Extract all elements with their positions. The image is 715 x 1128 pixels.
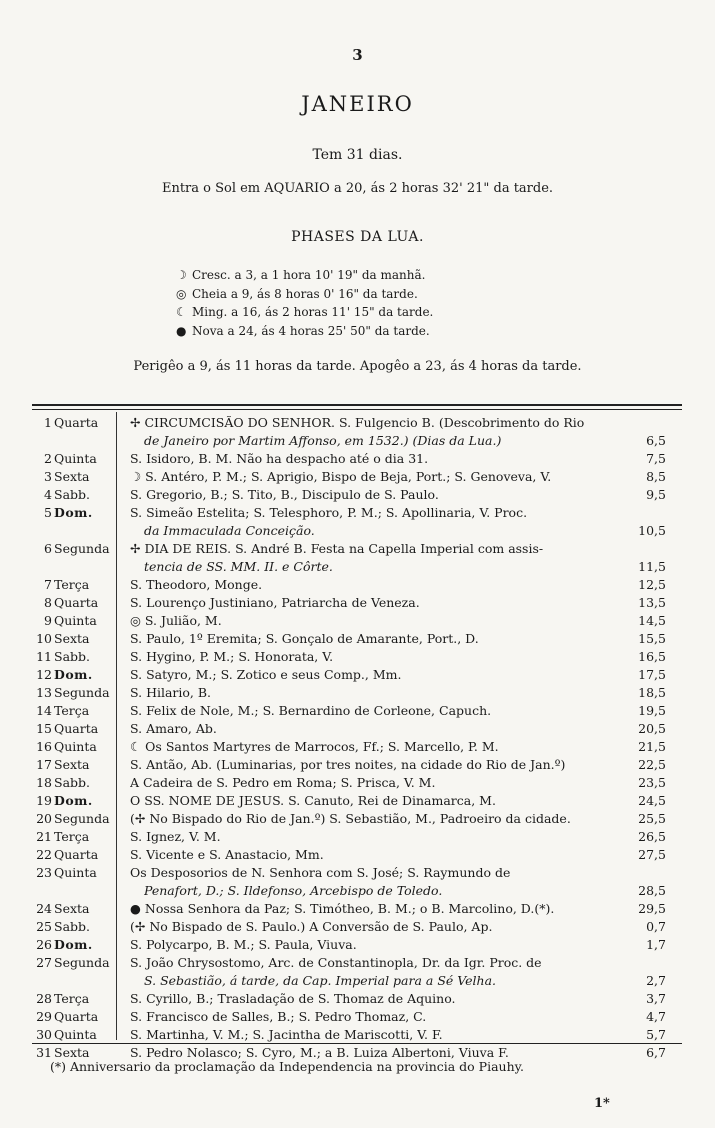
table-bottom-rule: [32, 1043, 682, 1044]
weekday: Quarta: [54, 1009, 99, 1024]
perigee-apogee: Perigêo a 9, ás 11 horas da tarde. Apogêo a 23, ás 4 horas da tarde.: [133, 359, 582, 374]
table-row: [30, 990, 666, 1008]
weekday: Quinta: [54, 865, 97, 880]
saint-entry: O SS. NOME DE JESUS. S. Canuto, Rei de Dinamarca, M.: [130, 793, 496, 808]
signature-mark: 1*: [594, 1096, 610, 1111]
saint-entry: S. Cyrillo, B.; Trasladação de S. Thomaz de Aquino.: [130, 991, 456, 1006]
moon-age-value: 17,5: [638, 667, 666, 682]
day-number: 1: [44, 415, 52, 430]
weekday: Sexta: [54, 757, 90, 772]
moon-waning-icon: ☾: [176, 305, 187, 319]
table-row: [30, 954, 666, 990]
table-row: [30, 792, 666, 810]
saint-entry: S. Amaro, Ab.: [130, 721, 217, 736]
moon-phases: [176, 266, 556, 340]
table-row: [30, 504, 666, 540]
moon-age-value: 29,5: [638, 901, 666, 916]
saint-entry: S. Francisco de Salles, B.; S. Pedro Thomaz, C.: [130, 1009, 427, 1024]
saint-entry: S. Antão, Ab. (Luminarias, por tres noites, na cidade do Rio de Jan.º): [130, 757, 566, 772]
saint-entry: S. Simeão Estelita; S. Telesphoro, P. M.; S. Apollinaria, V. Proc.: [130, 505, 528, 520]
moon-age-value: 22,5: [638, 757, 666, 772]
day-number: 14: [36, 703, 52, 718]
phase-text: Ming. a 16, ás 2 horas 11' 15" da tarde.: [192, 305, 434, 319]
day-number: 10: [36, 631, 52, 646]
table-row: [30, 1026, 666, 1044]
day-number: 15: [36, 721, 52, 736]
day-number: 24: [36, 901, 52, 916]
day-number: 8: [44, 595, 52, 610]
moon-age-value: 28,5: [638, 883, 666, 898]
moon-age-value: 5,7: [646, 1027, 666, 1042]
moon-age-value: 11,5: [638, 559, 666, 574]
moon-age-value: 24,5: [638, 793, 666, 808]
table-row: [30, 900, 666, 918]
table-row: [30, 828, 666, 846]
moon-age-value: 1,7: [646, 937, 666, 952]
phase-text: Nova a 24, ás 4 horas 25' 50" da tarde.: [192, 323, 430, 338]
weekday: Terça: [54, 703, 90, 718]
moon-age-value: 12,5: [638, 577, 666, 592]
table-row: [30, 1008, 666, 1026]
moon-age-value: 27,5: [638, 847, 666, 862]
table-row: [30, 486, 666, 504]
weekday: Terça: [54, 829, 90, 844]
day-number: 9: [44, 613, 52, 628]
day-number: 12: [36, 667, 52, 682]
saint-entry: S. Ignez, V. M.: [130, 829, 221, 844]
saint-entry: ◎ S. Julião, M.: [130, 613, 222, 628]
table-row: [30, 666, 666, 684]
days-count: Tem 31 dias.: [312, 147, 403, 163]
saint-entry: S. Polycarpo, B. M.; S. Paula, Viuva.: [130, 937, 357, 952]
weekday: Dom.: [54, 505, 93, 520]
table-row: [30, 846, 666, 864]
saint-entry: S. Satyro, M.; S. Zotico e seus Comp., Mm.: [130, 667, 402, 682]
table-row: [30, 936, 666, 954]
weekday: Sexta: [54, 901, 90, 916]
weekday: Quarta: [54, 595, 99, 610]
moon-age-value: 7,5: [646, 451, 666, 466]
moon-full-icon: ◎: [176, 286, 187, 301]
moon-age-value: 3,7: [646, 991, 666, 1006]
table-row: [30, 414, 666, 450]
moon-age-value: 4,7: [646, 1009, 666, 1024]
moon-age-value: 26,5: [638, 829, 666, 844]
day-number: 19: [36, 793, 52, 808]
weekday: Sexta: [54, 1045, 90, 1060]
moon-age-value: 18,5: [638, 685, 666, 700]
weekday: Dom.: [54, 793, 93, 808]
moon-age-value: 0,7: [646, 919, 666, 934]
phase-text: Cheia a 9, ás 8 horas 0' 16" da tarde.: [192, 286, 418, 301]
day-number: 13: [36, 685, 52, 700]
table-row: [30, 630, 666, 648]
moon-age-value: 14,5: [638, 613, 666, 628]
table-row: [30, 918, 666, 936]
day-number: 4: [44, 487, 52, 502]
weekday: Segunda: [54, 541, 110, 556]
weekday: Quinta: [54, 1027, 97, 1042]
saint-entry: S. Isidoro, B. M. Não ha despacho até o dia 31.: [130, 451, 429, 466]
weekday: Quinta: [54, 451, 97, 466]
moon-crescent-icon: ☽: [176, 268, 187, 282]
table-row: [30, 864, 666, 900]
saint-entry: (✢ No Bispado de S. Paulo.) A Conversão de S. Paulo, Ap.: [130, 919, 493, 934]
moon-age-value: 21,5: [638, 739, 666, 754]
day-number: 18: [36, 775, 52, 790]
table-row: [30, 810, 666, 828]
saint-entry: (✢ No Bispado do Rio de Jan.º) S. Sebastião, M., Padroeiro da cidade.: [130, 811, 571, 826]
day-number: 6: [44, 541, 52, 556]
moon-age-value: 13,5: [638, 595, 666, 610]
saint-entry-continuation: S. Sebastião, á tarde, da Cap. Imperial para a Sé Velha.: [144, 973, 497, 988]
moon-new-icon: ●: [176, 323, 187, 338]
table-row: [30, 720, 666, 738]
table-row: [30, 648, 666, 666]
saint-entry: S. Paulo, 1º Eremita; S. Gonçalo de Amarante, Port., D.: [130, 631, 479, 646]
day-number: 28: [36, 991, 52, 1006]
moon-age-value: 25,5: [638, 811, 666, 826]
table-row: [30, 576, 666, 594]
saint-entry: ● Nossa Senhora da Paz; S. Timótheo, B. M.; o B. Marcolino, D.(*).: [130, 901, 555, 916]
day-number: 20: [36, 811, 52, 826]
saint-entry: A Cadeira de S. Pedro em Roma; S. Prisca, V. M.: [130, 775, 436, 790]
day-number: 11: [36, 649, 52, 664]
weekday: Dom.: [54, 937, 93, 952]
saint-entry: S. Theodoro, Monge.: [130, 577, 263, 592]
saint-entry: S. Gregorio, B.; S. Tito, B., Discipulo de S. Paulo.: [130, 487, 439, 502]
day-number: 30: [36, 1027, 52, 1042]
moon-age-value: 16,5: [638, 649, 666, 664]
saint-entry: ✢ CIRCUMCISÃO DO SENHOR. S. Fulgencio B. (Descobrimento do Rio: [130, 415, 585, 430]
table-row: [30, 468, 666, 486]
table-row: [30, 684, 666, 702]
weekday: Sexta: [54, 631, 90, 646]
table-row: [30, 738, 666, 756]
weekday: Sabb.: [54, 487, 90, 502]
moon-age-value: 8,5: [646, 469, 666, 484]
phase-text: Cresc. a 3, a 1 hora 10' 19" da manhã.: [192, 268, 426, 282]
moon-age-value: 6,7: [646, 1045, 666, 1060]
moon-age-value: 10,5: [638, 523, 666, 538]
phase-line: [176, 322, 556, 341]
sun-entry: Entra o Sol em AQUARIO a 20, ás 2 horas 32' 21" da tarde.: [161, 181, 554, 196]
saint-entry-continuation: de Janeiro por Martim Affonso, em 1532.) (Dias da Lua.): [144, 433, 502, 448]
saint-entry: ✢ DIA DE REIS. S. André B. Festa na Capella Imperial com assis-: [130, 541, 544, 556]
weekday: Quinta: [54, 613, 97, 628]
weekday: Sabb.: [54, 775, 90, 790]
moon-age-value: 15,5: [638, 631, 666, 646]
day-number: 17: [36, 757, 52, 772]
day-number: 22: [36, 847, 52, 862]
day-number: 16: [36, 739, 52, 754]
weekday: Sexta: [54, 469, 90, 484]
weekday: Quarta: [54, 415, 99, 430]
phases-title: PHASES DA LUA.: [291, 229, 424, 245]
saint-entry: S. Hilario, B.: [130, 685, 212, 700]
moon-age-value: 23,5: [638, 775, 666, 790]
saint-entry: S. Felix de Nole, M.; S. Bernardino de Corleone, Capuch.: [130, 703, 492, 718]
phase-line: [176, 303, 556, 322]
table-row: [30, 702, 666, 720]
saint-entry: S. João Chrysostomo, Arc. de Constantinopla, Dr. da Igr. Proc. de: [130, 955, 542, 970]
weekday: Segunda: [54, 811, 110, 826]
weekday: Segunda: [54, 685, 110, 700]
phase-line: [176, 266, 556, 285]
saint-entry: Os Desposorios de N. Senhora com S. José; S. Raymundo de: [130, 865, 511, 880]
weekday: Quarta: [54, 721, 99, 736]
saint-entry: ☾ Os Santos Martyres de Marrocos, Ff.; S. Marcello, P. M.: [130, 739, 499, 754]
moon-age-value: 9,5: [646, 487, 666, 502]
saint-entry: S. Vicente e S. Anastacio, Mm.: [130, 847, 324, 862]
day-number: 7: [44, 577, 52, 592]
saint-entry: S. Hygino, P. M.; S. Honorata, V.: [130, 649, 334, 664]
table-row: [30, 450, 666, 468]
day-number: 29: [36, 1009, 52, 1024]
weekday: Sabb.: [54, 649, 90, 664]
weekday: Terça: [54, 577, 90, 592]
table-row: [30, 612, 666, 630]
day-number: 25: [36, 919, 52, 934]
table-row: [30, 540, 666, 576]
day-number: 26: [36, 937, 52, 952]
saint-entry: ☽ S. Antéro, P. M.; S. Aprigio, Bispo de Beja, Port.; S. Genoveva, V.: [130, 469, 552, 484]
day-number: 31: [36, 1045, 52, 1060]
table-row: [30, 756, 666, 774]
day-number: 27: [36, 955, 52, 970]
moon-age-value: 6,5: [646, 433, 666, 448]
page-number: 3: [352, 46, 363, 64]
day-number: 21: [36, 829, 52, 844]
weekday: Segunda: [54, 955, 110, 970]
weekday: Quarta: [54, 847, 99, 862]
month-title: JANEIRO: [301, 92, 414, 116]
saint-entry: S. Lourenço Justiniano, Patriarcha de Veneza.: [130, 595, 420, 610]
table-row: [30, 594, 666, 612]
saint-entry-continuation: Penafort, D.; S. Ildefonso, Arcebispo de Toledo.: [144, 883, 443, 898]
moon-age-value: 20,5: [638, 721, 666, 736]
day-number: 5: [44, 505, 52, 520]
saint-entry-continuation: tencia de SS. MM. II. e Côrte.: [144, 559, 333, 574]
day-number: 23: [36, 865, 52, 880]
weekday: Quinta: [54, 739, 97, 754]
calendar-table: [30, 414, 666, 1062]
saint-entry-continuation: da Immaculada Conceição.: [144, 523, 315, 538]
moon-age-value: 2,7: [646, 973, 666, 988]
day-number: 2: [44, 451, 52, 466]
weekday: Sabb.: [54, 919, 90, 934]
table-row: [30, 774, 666, 792]
saint-entry: S. Martinha, V. M.; S. Jacintha de Mariscotti, V. F.: [130, 1027, 443, 1042]
weekday: Terça: [54, 991, 90, 1006]
table-top-rule: [32, 404, 682, 410]
moon-age-value: 19,5: [638, 703, 666, 718]
saint-entry: S. Pedro Nolasco; S. Cyro, M.; a B. Luiza Albertoni, Viuva F.: [130, 1045, 509, 1060]
weekday: Dom.: [54, 667, 93, 682]
day-number: 3: [44, 469, 52, 484]
footnote: (*) Anniversario da proclamação da Independencia na provincia do Piauhy.: [50, 1059, 525, 1074]
phase-line: [176, 285, 556, 304]
